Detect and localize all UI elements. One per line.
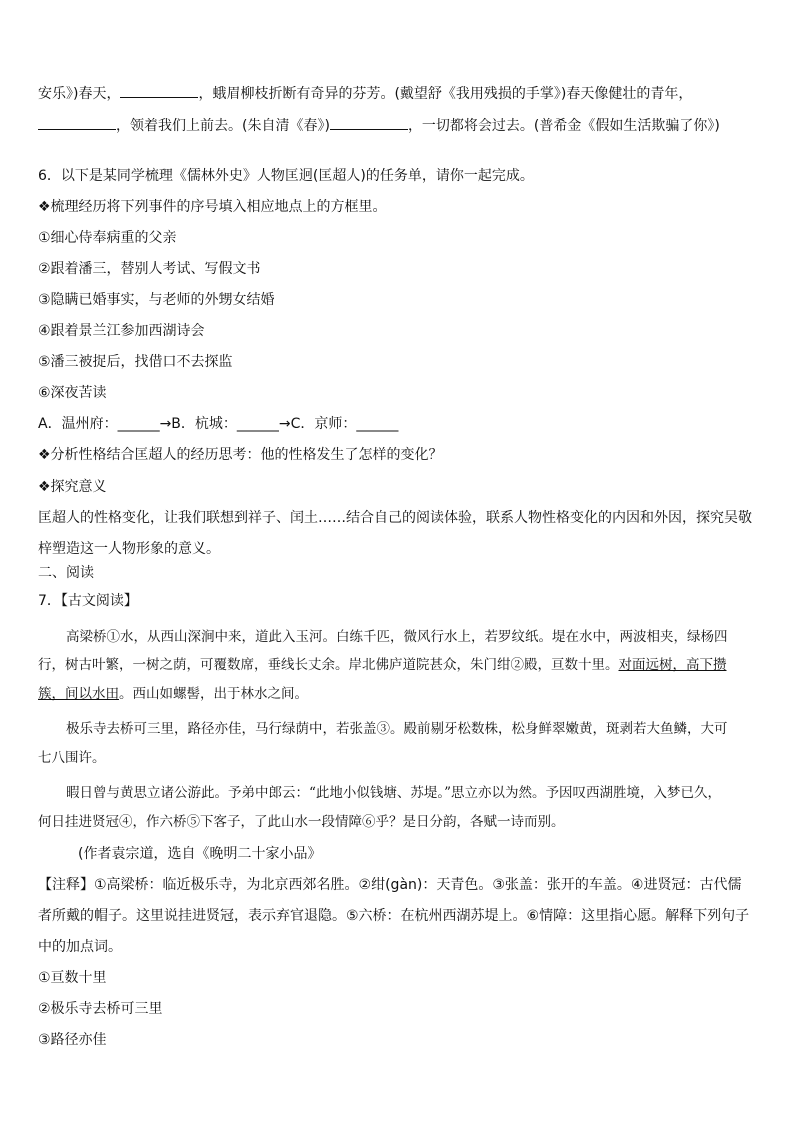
- poem-fill-line-1: [38, 82, 758, 104]
- passage-p1-line-1: 高梁桥①水，从西山深涧中来，道此入玉河。白练千匹，微风行水上，若罗纹纸。堤在水中，两波相夹，绿杨四: [66, 629, 728, 645]
- q6-item-4: ④跟着景兰江参加西湖诗会: [38, 323, 205, 339]
- underlined-text: 对面远树，高下攒: [618, 657, 727, 673]
- passage-source: (作者袁宗道，选自《晚明二十家小品》: [78, 846, 322, 862]
- answer-blank[interactable]: [38, 114, 116, 130]
- text-segment: 安乐》)春天，: [38, 86, 121, 102]
- q6-task-3-text-2: 梓塑造这一人物形象的意义。: [38, 541, 220, 557]
- sub-question-1: ①亘数十里: [38, 970, 107, 986]
- q6-task-3: ❖探究意义: [38, 479, 107, 495]
- answer-blank[interactable]: [330, 114, 408, 130]
- notes-line-3: 中的加点词。: [38, 939, 122, 955]
- q6-task-1: ❖梳理经历将下列事件的序号填入相应地点上的方框里。: [38, 199, 387, 215]
- text-segment: ，领着我们上前去。(朱自清《春》): [116, 118, 330, 134]
- q6-item-2: ②跟着潘三，替别人考试、写假文书: [38, 261, 261, 277]
- q7-title: 7．【古文阅读】: [38, 593, 138, 609]
- q6-item-1: ①细心侍奉病重的父亲: [38, 230, 177, 246]
- q6-intro: 6．以下是某同学梳理《儒林外史》人物匡迥(匡超人)的任务单，请你一起完成。: [38, 168, 534, 184]
- q6-item-5: ⑤潘三被捉后，找借口不去探监: [38, 354, 233, 370]
- q6-item-3: ③隐瞒已婚事实，与老师的外甥女结婚: [38, 292, 275, 308]
- passage-p2-line-1: 极乐寺去桥可三里，路径亦佳，马行绿荫中，若张盖③。殿前剔牙松数株，松身鲜翠嫩黄，斑剥若大鱼鳞，大可: [66, 721, 728, 737]
- section-heading: 二、阅读: [38, 565, 94, 581]
- notes-line-1: 【注释】①高梁桥：临近极乐寺，为北京西郊名胜。②绀(gàn)：天青色。③张盖：张开的车盖。④进贤冠：古代儒: [38, 877, 742, 893]
- text-segment: 。西山如螺髻，出于林水之间。: [119, 686, 308, 702]
- q6-task-3-text-1: 匡超人的性格变化，让我们联想到祥子、闰土……结合自己的阅读体验，联系人物性格变化的内因和外因，探究吴敬: [38, 510, 752, 526]
- text-segment: 行，树古叶繁，一树之荫，可覆数席，垂线长丈余。岸北佛庐道院甚众，朱门绀②殿，亘数十里。: [38, 657, 619, 673]
- text-segment: ，蛾眉柳枝折断有奇异的芬芳。(戴望舒《我用残损的手掌》)春天像健壮的青年，: [198, 86, 693, 102]
- q6-places: A．温州府：______→B．杭城：______→C．京师：______: [38, 416, 399, 432]
- passage-p3-line-2: 何日挂进贤冠④，作六桥⑤下客子，了此山水一段情障⑥乎？是日分韵，各赋一诗而别。: [38, 814, 565, 830]
- passage-p2-line-2: 七八围许。: [38, 750, 106, 766]
- passage-p1-line-2: [38, 655, 758, 675]
- poem-fill-line-2: [38, 114, 758, 136]
- q6-task-2: ❖分析性格结合匡超人的经历思考：他的性格发生了怎样的变化？: [38, 447, 443, 463]
- sub-question-3: ③路径亦佳: [38, 1032, 107, 1048]
- passage-p3-line-1: 暇日曾与黄思立诸公游此。予弟中郎云：“此地小似钱塘、苏堤。”思立亦以为然。予因叹西湖胜境，入梦已久，: [66, 785, 722, 801]
- answer-blank[interactable]: [120, 82, 198, 98]
- passage-p1-line-3: [38, 684, 758, 704]
- notes-line-2: 者所戴的帽子。这里说挂进贤冠，表示弃官退隐。⑤六桥：在杭州西湖苏堤上。⑥情障：这里指心愿。解释下列句子: [38, 908, 750, 924]
- q6-item-6: ⑥深夜苦读: [38, 385, 107, 401]
- sub-question-2: ②极乐寺去桥可三里: [38, 1001, 163, 1017]
- text-segment: ，一切都将会过去。(普希金《假如生活欺骗了你》): [407, 118, 720, 134]
- underlined-text: 簇，间以水田: [38, 686, 119, 702]
